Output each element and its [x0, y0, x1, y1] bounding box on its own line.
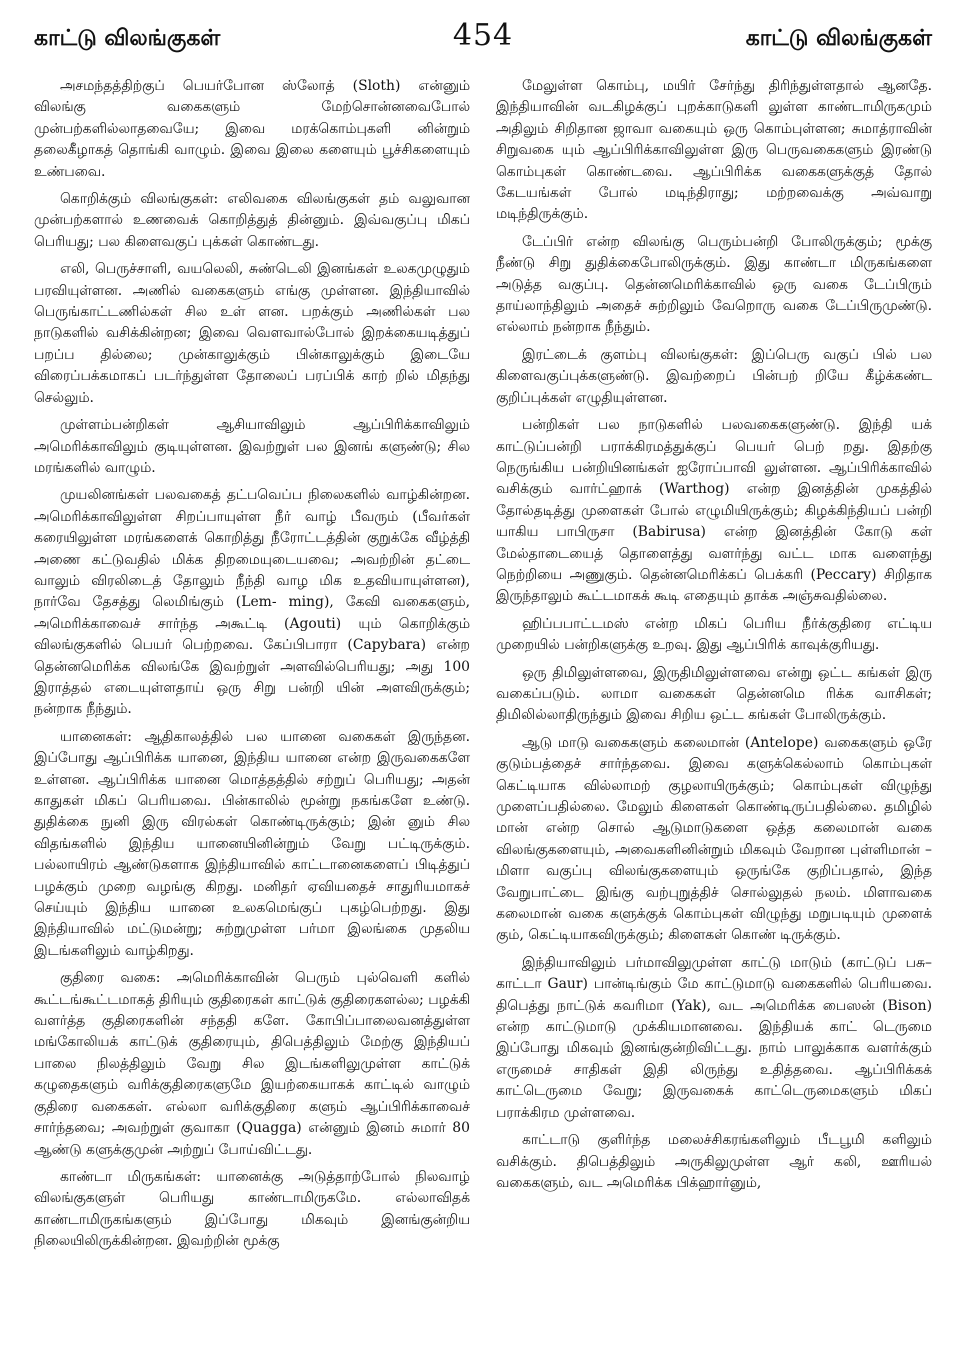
paragraph: பன்றிகள் பல நாடுகளில் பலவகைகளுண்டு. இந்தி யக் காட்டுப்பன்றி பராக்கிரமத்துக்குப் பெயர் பெற் றது. இதற்கு நெருங்கிய பன்றியினங்கள் ஐரோப்பாவி லுள்ளன. ஆப்பிரிக்காவில் வசிக்கும் வார்ட்ஹாக் (Warthog) என்ற இனத்தின் முகத்தில் தோல்தடித்து முளைகள் போல் எழுமியிருக்கும்; கிழக்கிந்தியப் பன்றி யாகிய பாபிருசா (Babirusa) என்ற இனத்தின் கோடு கள் மேல்தாடையைத் தொளைத்து வளர்ந்து வட்ட மாக வளைந்து நெற்றியை அணுகும். தென்னமெரிக்கப் பெக்கரி (Peccary) சிறிதாக இருந்தாலும் கூட்டமாகக் கூடி எதையும் தாக்க அஞ்சுவதில்லை.: [496, 417, 932, 605]
paragraph: யானைகள்: ஆதிகாலத்தில் பல யானை வகைகள் இருந்தன. இப்போது ஆப்பிரிக்க யானை, இந்திய யானை என்ற இருவகைகளே உள்ளன. ஆப்பிரிக்க யானை மொத்தத்தில் சற்றுப் பெரியது; அதன் காதுகள் மிகப் பெரியவை. பின்காலில் மூன்று நகங்களே உண்டு. துதிக்கை நுனி இரு விரல்கள் கொண்டிருக்கும்; இன் னும் சில விதங்களில் இந்திய யானையினின்றும் வேறு பட்டிருக்கும். பல்லாயிரம் ஆண்டுகளாக இந்தியாவில் காட்டானைகளைப் பிடித்துப் பழக்கும் முறை வழங்கு கிறது. மனிதர் ஏவியதைச் சாதுரியமாகச் செய்யும் இந்திய யானை உலகமெங்குப் புகழ்பெற்றது. இது இந்தியாவில் மட்டுமன்று; சுற்றுமுள்ள பர்மா இலங்கை முதலிய இடங்களிலும் வாழ்கிறது.: [34, 728, 470, 959]
running-header: [34, 18, 932, 64]
paragraph: இந்தியாவிலும் பர்மாவிலுமுள்ள காட்டு மாடும் (காட்டுப் பசு–காட்டா Gaur) பான்டிங்கும் மே காட்டுமாடு வகைகளில் பெரியவை. திபெத்து நாட்டுக் கவரிமா (Yak), வட அமெரிக்க பைஸன் (Bison) என்ற காட்டுமாடு முக்கியமானவை. இந்தியக் காட் டெருமை இப்போது மிகவும் இனங்குன்றிவிட்டது. நாம் பாலுக்காக வளர்க்கும் எருமைச் சாதிகள் இதி லிருந்து உதித்தவை. ஆப்பிரிக்கக் காட்டெருமை வேறு; இருவகைக் காட்டெருமைகளும் மிகப் பராக்கிரம முள்ளவை.: [496, 954, 932, 1121]
paragraph: குதிரை வகை: அமெரிக்காவின் பெரும் புல்வெளி களில் கூட்டங்கூட்டமாகத் திரியும் குதிரைகள் காட்டுக் குதிரைகளல்ல; பழக்கி வளர்த்த குதிரைகளின் சந்ததி களே. கோபிப்பாலைவனத்துள்ள மங்கோலியக் காட்டுக் குதிரையும், திபெத்திலும் மேற்கு இந்தியப் பாலை நிலத்திலும் வேறு சில இடங்களிலுமுள்ள காட்டுக் கழுதைகளும் வரிக்குதிரைகளுமே இயற்கையாகக் காட்டில் வாழும் குதிரை வகைகள். எல்லா வரிக்குதிரை களும் ஆப்பிரிக்காவைச் சார்ந்தவை; அவற்றுள் குவாகா (Quagga) என்னும் இனம் சுமார் 80 ஆண்டு களுக்குமுன் அற்றுப் போய்விட்டது.: [34, 970, 470, 1158]
paragraph: இரட்டைக் குளம்பு விலங்குகள்: இப்பெரு வகுப் பில் பல கிளைவகுப்புக்களுண்டு. இவற்றைப் பின்பற் றியே கீழ்க்கண்ட குறிப்புக்கள் எழுதியுள்ளன.: [496, 346, 932, 406]
paragraph: காண்டா மிருகங்கள்: யானைக்கு அடுத்தாற்போல் நிலவாழ் விலங்குகளுள் பெரியது காண்டாமிருகமே. எல்லாவிதக் காண்டாமிருகங்களும் இப்போது மிகவும் இனங்குன்றிய நிலையிலிருக்கின்றன. இவற்றின் மூக்கு: [34, 1168, 470, 1250]
paragraph: ஹிப்பபாட்டமஸ் என்ற மிகப் பெரிய நீர்க்குதிரை எட்டிய முறையில் பன்றிகளுக்கு உறவு. இது ஆப்பிரிக் காவுக்குரியது.: [496, 615, 932, 654]
paragraph: எலி, பெருச்சாளி, வயலெலி, சுண்டெலி இனங்கள் உலகமுழுதும் பரவியுள்ளன. அணில் வகைகளும் எங்கு முள்ளன. இந்தியாவில் பெருங்காட்டணில்கள் சில உள் ளன. பறக்கும் அணில்கள் பல நாடுகளில் வசிக்கின்றன; இவை வௌவால்போல் இறக்கையடித்துப் பறப்ப தில்லை; முன்காலுக்கும் பின்காலுக்கும் இடையே விரைப்பக்கமாகப் படர்ந்துள்ள தோலைப் பரப்பிக் காற் றில் மிதந்து செல்லும்.: [34, 261, 470, 406]
paragraph: காட்டாடு குளிர்ந்த மலைச்சிகரங்களிலும் பீடபூமி களிலும் வசிக்கும். திபெத்திலும் அருகிலுமுள்ள ஆர் கலி, ஊரியல் வகைகளும், வட அமெரிக்க பிக்ஹார்னும்,: [496, 1132, 932, 1191]
left-column: [34, 76, 470, 1256]
paragraph: ஒரு திமிலுள்ளவை, இருதிமிலுள்ளவை என்று ஒட்ட கங்கள் இரு வகைப்படும். லாமா வகைகள் தென்னமெ ரிக்க வாசிகள்; திமிலில்லாதிருந்தும் இவை சிறிய ஒட்ட கங்கள் போலிருக்கும்.: [496, 664, 932, 724]
paragraph: மேலுள்ள கொம்பு, மயிர் சேர்ந்து திரிந்துள்ளதால் ஆனதே. இந்தியாவின் வடகிழக்குப் புறக்காடுகளி லுள்ள காண்டாமிருகமும் அதிலும் சிறிதான ஜாவா வகையும் ஒரு கொம்புள்ளன; சுமாத்ராவின் சிறுவகை யும் ஆப்பிரிக்காவிலுள்ள இரு பெருவகைகளும் இரண்டு கொம்புகள் கொண்டவை. ஆப்பிரிக்க வகைகளுக்குத் தோல் கேடயங்கள் போல் மடிந்திராது; மற்றவைக்கு அவ்வாறு மடிந்திருக்கும்.: [496, 78, 932, 223]
paragraph: முள்ளம்பன்றிகள் ஆசியாவிலும் ஆப்பிரிக்காவிலும் அமெரிக்காவிலும் குடியுள்ளன. இவற்றுள் பல இனங் களுண்டு; சில மரங்களில் வாழும்.: [34, 417, 470, 476]
right-column: [496, 76, 932, 1256]
paragraph: ஆடு மாடு வகைகளும் கலைமான் (Antelope) வகைகளும் ஒரே குடும்பத்தைச் சார்ந்தவை. இவை களுக்கெல்லாம் கொம்புகள் கெட்டியாக வில்லாமற் குழலாயிருக்கும்; கொம்புகள் விழுந்து முளைப்பதில்லை. மேலும் கிளைகள் கொண்டிருப்பதில்லை. தமிழில் மான் என்ற சொல் ஆடுமாடுகளை ஒத்த கலைமான் வகை விலங்குகளையும், அவைகளினின்றும் மிகவும் வேறான புள்ளிமான் – மிளா வகுப்பு விலங்குகளையும் ஒருங்கே குறிப்பதால், இந்த வேறுபாட்டை இங்கு வற்புறுத்திச் சொல்லுதல் நலம். மிளாவகை கலைமான் வகை களுக்குக் கொம்புகள் விழுந்து மறுபடியும் முளைக் கும், கெட்டியாகவிருக்கும்; கிளைகள் கொண் டிருக்கும்.: [496, 734, 932, 944]
running-title-right: காட்டு விலங்குகள்: [745, 26, 932, 51]
paragraph: முயலினங்கள் பலவகைத் தட்பவெப்ப நிலைகளில் வாழ்கின்றன. அமெரிக்காவிலுள்ள சிறப்பாயுள்ள நீர் வாழ் பீவரும் (பீவர்கள் கரையிலுள்ள மரங்களைக் கொறித்து நீரோட்டத்தின் குறுக்கே வீழ்த்தி அணை கட்டுவதில் மிக்க திறமையுடையவை; அவற்றின் தட்டை வாலும் விரலிடைத் தோலும் நீந்தி வாழ மிக உதவியாயுள்ளன), நார்வே தேசத்து லெமிங்கும் (Lem- ming), கேவி வகைகளும், அமெரிக்காவைச் சார்ந்த அகூட்டி (Agouti) யும் கொறிக்கும் விலங்குகளில் பெயர் பெற்றவை. கேப்பிபாரா (Capybara) என்ற தென்னமெரிக்க விலங்கே இவற்றுள் அளவில்பெரியது; அது 100 இராத்தல் எடையுள்ளதாய் ஒரு சிறு பன்றி யின் அளவிருக்கும்; நன்றாக நீந்தும்.: [34, 487, 470, 718]
paragraph: டேப்பிர் என்ற விலங்கு பெரும்பன்றி போலிருக்கும்; மூக்கு நீண்டு சிறு துதிக்கைபோலிருக்கும். இது காண்டா மிருகங்களை அடுத்த வகுப்பு. தென்னமெரிக்காவில் ஒரு வகை டேப்பிரும் தாய்லாந்திலும் அதைச் சுற்றிலும் வேறொரு வகை டேப்பிருமுண்டு. எல்லாம் நன்றாக நீந்தும்.: [496, 233, 932, 336]
paragraph: அசமந்தத்திற்குப் பெயர்போன ஸ்லோத் (Sloth) என்னும் விலங்கு வகைகளும் மேற்சொன்னவைபோல் முன்பற்களில்லாதவையே; இவை மரக்கொம்புகளி னின்றும் தலைகீழாகத் தொங்கி வாழும். இவை இலை களையும் பூச்சிகளையும் உண்பவை.: [34, 78, 470, 180]
running-title-left: காட்டு விலங்குகள்: [34, 26, 221, 51]
paragraph: கொறிக்கும் விலங்குகள்: எலிவகை விலங்குகள் தம் வலுவான முன்பற்களால் உணவைக் கொறித்துத் தின்னும். இவ்வகுப்பு மிகப் பெரியது; பல கிளைவகுப் புக்கள் கொண்டது.: [34, 191, 470, 250]
page-number: 454: [452, 18, 514, 53]
two-column-body: [34, 76, 932, 1256]
